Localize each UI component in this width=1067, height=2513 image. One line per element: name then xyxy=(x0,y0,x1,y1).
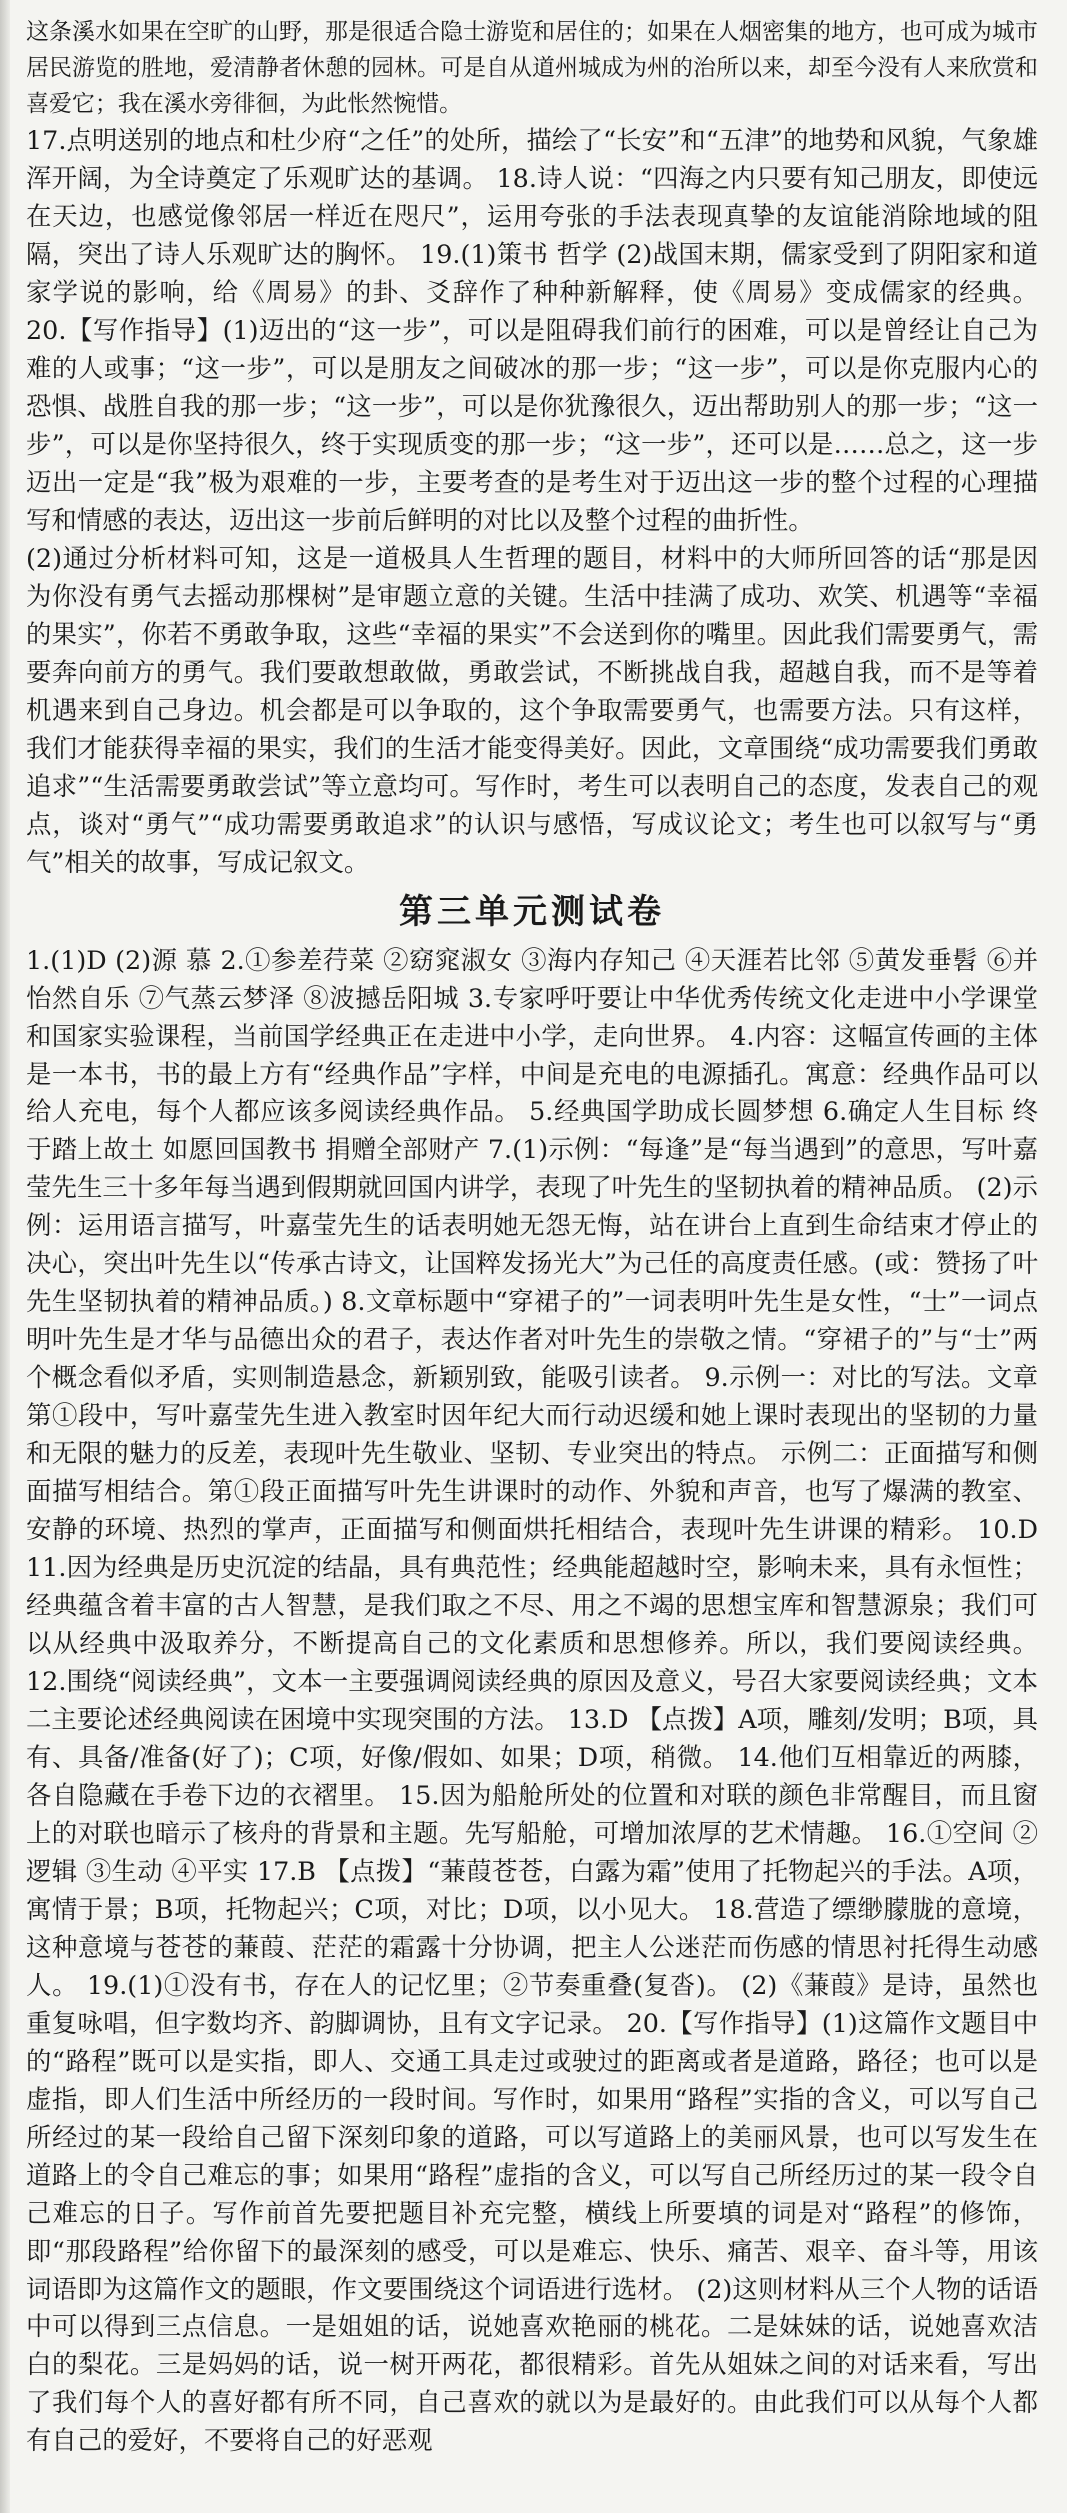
answer-text-column xyxy=(26,14,1038,2460)
answer-paragraph-writing-2: (2)通过分析材料可知，这是一道极具人生哲理的题目，材料中的大师所回答的话“那是因为你没有勇气去摇动那棵树”是审题立意的关键。生活中挂满了成功、欢笑、机遇等“幸福的果实”，你若不勇敢争取，这些“幸福的果实”不会送到你的嘴里。因此我们需要勇气，需要奔向前方的勇气。我们要敢想敢做，勇敢尝试，不断挑战自我，超越自我，而不是等着机遇来到自己身边。机会都是可以争取的，这个争取需要勇气，也需要方法。只有这样，我们才能获得幸福的果实，我们的生活才能变得美好。因此，文章围绕“成功需要我们勇敢追求”“生活需要勇敢尝试”等立意均可。写作时，考生可以表明自己的态度，发表自己的观点，谈对“勇气”“成功需要勇敢追求”的认识与感悟，写成议论文；考生也可以叙写与“勇气”相关的故事，写成记叙文。 xyxy=(26,542,1038,877)
section-heading: 第三单元测试卷 xyxy=(399,891,665,932)
classical-translation-paragraph: 这条溪水如果在空旷的山野，那是很适合隐士游览和居住的；如果在人烟密集的地方，也可成为城市居民游览的胜地，爱清静者休憩的园林。可是自从道州城成为州的治所以来，却至今没有人来欣赏和喜爱它；我在溪水旁徘徊，为此怅然惋惜。 xyxy=(26,19,1038,118)
unit3-answers-paragraph: 1.(1)D (2)源 慕 2.①参差荇菜 ②窈窕淑女 ③海内存知己 ④天涯若比邻 ⑤黄发垂髫 ⑥并怡然自乐 ⑦气蒸云梦泽 ⑧波撼岳阳城 3.专家呼吁要让中华优秀传统文化走进中小学课堂和国家实验课程，当前国学经典正在走进中小学，走向世界。 4.内容：这幅宣传画的主体是一本书，书的最上方有“经典作品”字样，中间是充电的电源插孔。寓意：经典作品可以给人充电，每个人都应该多阅读经典作品。 5.经典国学助成长圆梦想 6.确定人生目标 终于踏上故土 如愿回国教书 捐赠全部财产 7.(1)示例：“每逢”是“每当遇到”的意思，写叶嘉莹先生三十多年每当遇到假期就回国内讲学，表现了叶先生的坚韧执着的精神品质。 (2)示例：运用语言描写，叶嘉莹先生的话表明她无怨无悔，站在讲台上直到生命结束才停止的决心，突出叶先生以“传承古诗文，让国粹发扬光大”为己任的高度责任感。(或：赞扬了叶先生坚韧执着的精神品质。) 8.文章标题中“穿裙子的”一词表明叶先生是女性，“士”一词点明叶先生是才华与品德出众的君子，表达作者对叶先生的崇敬之情。“穿裙子的”与“士”两个概念看似矛盾，实则制造悬念，新颖别致，能吸引读者。 9.示例一：对比的写法。文章第①段中，写叶嘉莹先生进入教室时因年纪大而行动迟缓和她上课时表现出的坚韧的力量和无限的魅力的反差，表现叶先生敬业、坚韧、专业突出的特点。 示例二：正面描写和侧面描写相结合。第①段正面描写叶先生讲课时的动作、外貌和声音，也写了爆满的教室、安静的环境、热烈的掌声，正面描写和侧面烘托相结合，表现叶先生讲课的精彩。 10.D 11.因为经典是历史沉淀的结晶，具有典范性；经典能超越时空，影响未来，具有永恒性；经典蕴含着丰富的古人智慧，是我们取之不尽、用之不竭的思想宝库和智慧源泉；我们可以从经典中汲取养分，不断提高自己的文化素质和思想修养。所以，我们要阅读经典。 12.围绕“阅读经典”，文本一主要强调阅读经典的原因及意义，号召大家要阅读经典；文本二主要论述经典阅读在困境中实现突围的方法。 13.D 【点拨】A项，雕刻/发明；B项，具有、具备/准备(好了)；C项，好像/假如、如果；D项，稍微。 14.他们互相靠近的两膝，各自隐藏在手卷下边的衣褶里。 15.因为船舱所处的位置和对联的颜色非常醒目，而且窗上的对联也暗示了核舟的背景和主题。先写船舱，可增加浓厚的艺术情趣。 16.①空间 ②逻辑 ③生动 ④平实 17.B 【点拨】“蒹葭苍苍，白露为霜”使用了托物起兴的手法。A项，寓情于景；B项，托物起兴；C项，对比；D项，以小见大。 18.营造了缥缈朦胧的意境，这种意境与苍苍的蒹葭、茫茫的霜露十分协调，把主人公迷茫而伤感的情思衬托得生动感人。 19.(1)①没有书，存在人的记忆里；②节奏重叠(复沓)。 (2)《蒹葭》是诗，虽然也重复咏唱，但字数均齐、韵脚调协，且有文字记录。 20.【写作指导】(1)这篇作文题目中的“路程”既可以是实指，即人、交通工具走过或驶过的距离或者是道路，路径；也可以是虚指，即人们生活中所经历的一段时间。写作时，如果用“路程”实指的含义，可以写自己所经过的某一段给自己留下深刻印象的道路，可以写道路上的美丽风景，也可以写发生在道路上的令自己难忘的事；如果用“路程”虚指的含义，可以写自己所经历过的某一段令自己难忘的日子。写作前首先要把题目补充完整，横线上所要填的词是对“路程”的修饰，即“那段路程”给你留下的最深刻的感受，可以是难忘、快乐、痛苦、艰辛、奋斗等，用该词语即为这篇作文的题眼，作文要围绕这个词语进行选材。 (2)这则材料从三个人物的话语中可以得到三点信息。一是姐姐的话，说她喜欢艳丽的桃花。二是妹妹的话，说她喜欢洁白的梨花。三是妈妈的话，说一树开两花，都很精彩。首先从姐妹之间的对话来看，写出了我们每个人的喜好都有所不同，自己喜欢的就以为是最好的。由此我们可以从每个人都有自己的爱好，不要将自己的好恶观 xyxy=(26,944,1038,2456)
page-edge-shadow xyxy=(0,0,10,2513)
answer-paragraph-17-20: 17.点明送别的地点和杜少府“之任”的处所，描绘了“长安”和“五津”的地势和风貌，气象雄浑开阔，为全诗奠定了乐观旷达的基调。 18.诗人说：“四海之内只要有知己朋友，即使远在天边，也感觉像邻居一样近在咫尺”，运用夸张的手法表现真挚的友谊能消除地域的阻隔，突出了诗人乐观旷达的胸怀。 19.(1)策书 哲学 (2)战国末期，儒家受到了阴阳家和道家学说的影响，给《周易》的卦、爻辞作了种种新解释，使《周易》变成儒家的经典。 20.【写作指导】(1)迈出的“这一步”，可以是阻碍我们前行的困难，可以是曾经让自己为难的人或事；“这一步”，可以是朋友之间破冰的那一步；“这一步”，可以是你克服内心的恐惧、战胜自我的那一步；“这一步”，可以是你犹豫很久，迈出帮助别人的那一步；“这一步”，可以是你坚持很久，终于实现质变的那一步；“这一步”，还可以是……总之，这一步迈出一定是“我”极为艰难的一步，主要考查的是考生对于迈出这一步的整个过程的心理描写和情感的表达，迈出这一步前后鲜明的对比以及整个过程的曲折性。 xyxy=(26,125,1038,535)
